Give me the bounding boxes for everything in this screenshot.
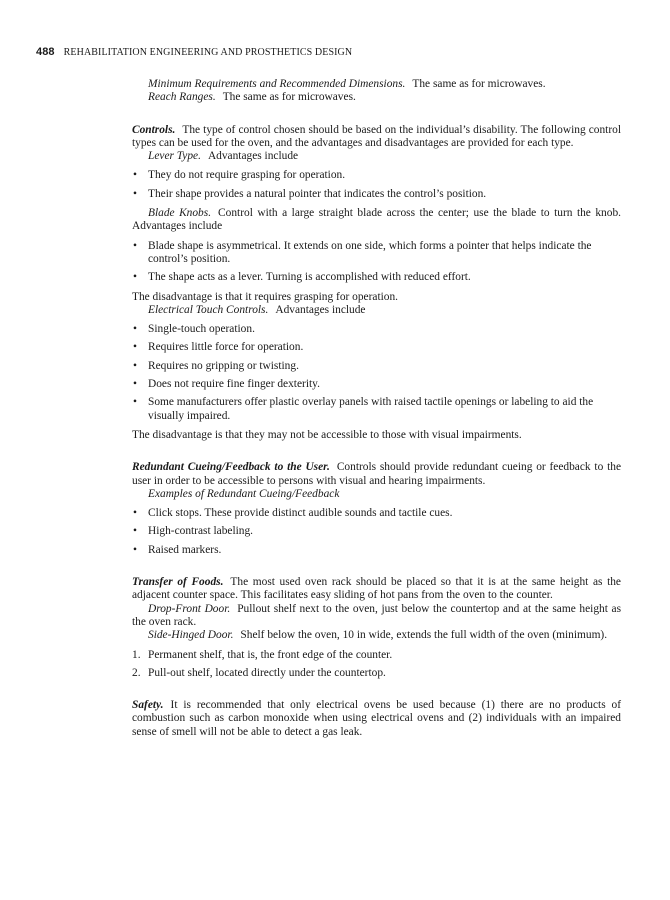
drop-front-door-text: Pullout shelf next to the oven, just below the countertop and at the same height as the oven rack. <box>132 602 621 628</box>
list-item-text: Pull-out shelf, located directly under the countertop. <box>148 666 386 679</box>
list-item: • Some manufacturers offer plastic overlay panels with raised tactile openings or labeling to aid the visually impaired. <box>132 396 621 423</box>
list-item: • Click stops. These provide distinct audible sounds and tactile cues. <box>132 507 621 520</box>
redundant-examples-title: Examples of Redundant Cueing/Feedback <box>148 487 340 500</box>
transfer-of-foods-paragraph <box>132 576 621 603</box>
drop-front-door-title: Drop-Front Door. <box>148 602 231 615</box>
min-requirements-paragraph <box>132 78 621 91</box>
list-item-text: Permanent shelf, that is, the front edge of the counter. <box>148 648 393 661</box>
redundant-cueing-text: Controls should provide redundant cueing or feedback to the user in order to be accessible to persons with visual and hearing impairments. <box>132 461 621 487</box>
controls-heading: Controls. <box>132 123 176 136</box>
list-item: • Requires no gripping or twisting. <box>132 360 621 373</box>
list-item: • They do not require grasping for operation. <box>132 169 621 182</box>
controls-paragraph <box>132 124 621 151</box>
redundant-cueing-paragraph <box>132 461 621 488</box>
touch-controls-paragraph <box>132 304 621 317</box>
safety-heading: Safety. <box>132 699 164 712</box>
list-item <box>132 667 621 680</box>
list-item: • Their shape provides a natural pointer that indicates the control’s position. <box>132 188 621 201</box>
touch-controls-title: Electrical Touch Controls. <box>148 303 269 316</box>
shelf-options-list <box>132 649 621 681</box>
redundant-examples-paragraph <box>132 488 621 501</box>
reach-ranges-title: Reach Ranges. <box>148 91 216 104</box>
page-body <box>132 78 621 739</box>
touch-controls-text: Advantages include <box>275 303 366 316</box>
transfer-of-foods-text: The most used oven rack should be placed so that it is at the same height as the adjacent counter space. This facilitates easy sliding of hot pans from the oven to the counter. <box>132 576 621 602</box>
safety-text: It is recommended that only electrical ovens be used because (1) there are no products of combustion such as carbon monoxide when using electrical ovens and (2) individuals with an impaired sense of smell will not be able to detect a gas leak. <box>132 699 621 738</box>
blade-disadvantage: The disadvantage is that it requires grasping for operation. <box>132 290 399 303</box>
list-item: • Blade shape is asymmetrical. It extends on one side, which forms a pointer that helps indicate the control’s position. <box>132 240 621 267</box>
blade-knobs-text: Control with a large straight blade across the center; use the blade to turn the knob. Advantages include <box>132 207 621 233</box>
list-item: • High-contrast labeling. <box>132 525 621 538</box>
touch-disadvantage: The disadvantage is that they may not be accessible to those with visual impairments. <box>132 428 522 441</box>
running-title: REHABILITATION ENGINEERING AND PROSTHETICS DESIGN <box>63 47 353 58</box>
list-item: • Raised markers. <box>132 544 621 557</box>
lever-type-text: Advantages include <box>207 150 299 163</box>
blade-knobs-paragraph <box>132 207 621 234</box>
min-requirements-text: The same as for microwaves. <box>412 78 546 90</box>
running-header <box>36 46 352 58</box>
min-requirements-title: Minimum Requirements and Recommended Dimensions. <box>148 78 406 90</box>
redundant-examples-list <box>132 507 621 557</box>
controls-text: The type of control chosen should be based on the individual’s disability. The following control types can be used for the oven, and the advantages and disadvantages are provided for each type. <box>132 123 621 149</box>
reach-ranges-text: The same as for microwaves. <box>222 91 356 104</box>
list-item: • Does not require fine finger dexterity. <box>132 378 621 391</box>
page-number: 488 <box>36 46 55 58</box>
drop-front-door-paragraph <box>132 603 621 630</box>
list-item-number: 1. <box>132 648 141 661</box>
side-hinged-door-text: Shelf below the oven, 10 in wide, extends the full width of the oven (minimum). <box>240 629 608 642</box>
list-item-number: 2. <box>132 666 141 679</box>
list-item: • The shape acts as a lever. Turning is accomplished with reduced effort. <box>132 271 621 284</box>
blade-advantages-list <box>132 240 621 285</box>
lever-type-paragraph <box>132 150 621 163</box>
list-item: • Single-touch operation. <box>132 323 621 336</box>
list-item: • Requires little force for operation. <box>132 341 621 354</box>
lever-type-title: Lever Type. <box>148 150 201 163</box>
blade-knobs-title: Blade Knobs. <box>148 207 212 220</box>
lever-advantages-list <box>132 169 621 201</box>
redundant-cueing-heading: Redundant Cueing/Feedback to the User. <box>132 461 330 474</box>
side-hinged-door-paragraph <box>132 629 621 642</box>
side-hinged-door-title: Side-Hinged Door. <box>148 629 234 642</box>
safety-paragraph <box>132 699 621 739</box>
reach-ranges-paragraph <box>132 91 621 104</box>
list-item <box>132 649 621 662</box>
transfer-of-foods-heading: Transfer of Foods. <box>132 576 224 589</box>
touch-advantages-list <box>132 323 621 423</box>
